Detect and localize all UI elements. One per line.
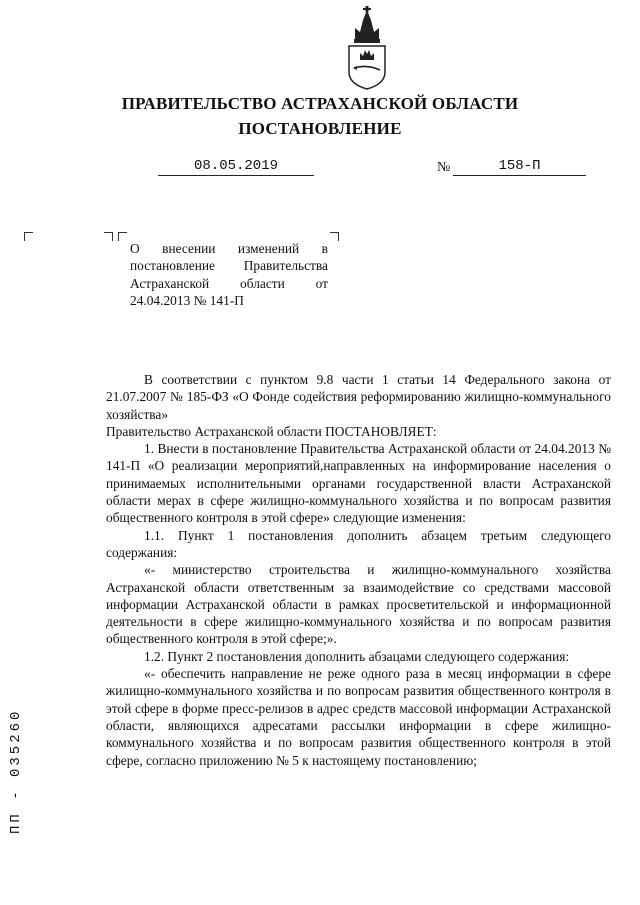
clause-1-1-text: «- министерство строительства и жилищно-коммунального хозяйства Астраханской области ответственным за взаимодействие со средствами массовой информации Астраханской области в рамках просветительской и информационной деятельности в сфере жилищно-коммунального хозяйства и по вопросам развития общественного контроля в этой сфере;». (106, 562, 611, 647)
number-sign: № (437, 160, 451, 175)
corner-mark-left (24, 232, 33, 241)
astrakhan-coat-of-arms-icon (341, 6, 393, 90)
side-serial-stamp: ПП - 035260 (8, 708, 24, 834)
preamble-paragraph: В соответствии с пунктом 9.8 части 1 статьи 14 Федерального закона от 21.07.2007 № 185-ФЗ «О Фонде содействия реформированию жилищно-коммунального хозяйства» (106, 372, 611, 422)
document-number: 158-П (453, 158, 586, 176)
resolution-statement: Правительство Астраханской области ПОСТАНОВЛЯЕТ: (106, 423, 437, 439)
corner-mark-subject-left-a (104, 232, 113, 241)
clause-1-2-text: «- обеспечить направление не реже одного раза в месяц информации в сфере жилищно-коммунального хозяйства и по вопросам развития общественного контроля в этой сфере в форме пресс-релизов в адрес средств массовой информации Астраханской области, являющихся адресатами рассылки информации в сфере жилищно-коммунального хозяйства и по вопросам развития общественного контроля в этой сфере, согласно приложению № 5 к настоящему постановлению; (106, 666, 611, 768)
document-body (106, 371, 611, 769)
clause-1-2: 1.2. Пункт 2 постановления дополнить абзацами следующего содержания: (144, 648, 570, 664)
document-type-title: ПОСТАНОВЛЕНИЕ (238, 119, 402, 138)
document-subject: О внесении изменений в постановление Правительства Астраханской области от 24.04.2013 № 141-П (130, 241, 328, 308)
government-title: ПРАВИТЕЛЬСТВО АСТРАХАНСКОЙ ОБЛАСТИ (121, 94, 519, 113)
document-date: 08.05.2019 (158, 158, 314, 176)
clause-1-1: 1.1. Пункт 1 постановления дополнить абзацем третьим следующего содержания: (106, 527, 611, 560)
corner-mark-subject-left-b (118, 232, 127, 241)
corner-mark-subject-right (330, 232, 339, 241)
clause-1: 1. Внести в постановление Правительства Астраханской области от 24.04.2013 № 141-П «О реализации мероприятий,направленных на информирование населения о принимаемых исполнительными органами государственной власти Астраханской области мерах в сфере жилищно-коммунального хозяйства и по вопросам развития общественного контроля в этой сфере» следующие изменения: (106, 441, 611, 526)
